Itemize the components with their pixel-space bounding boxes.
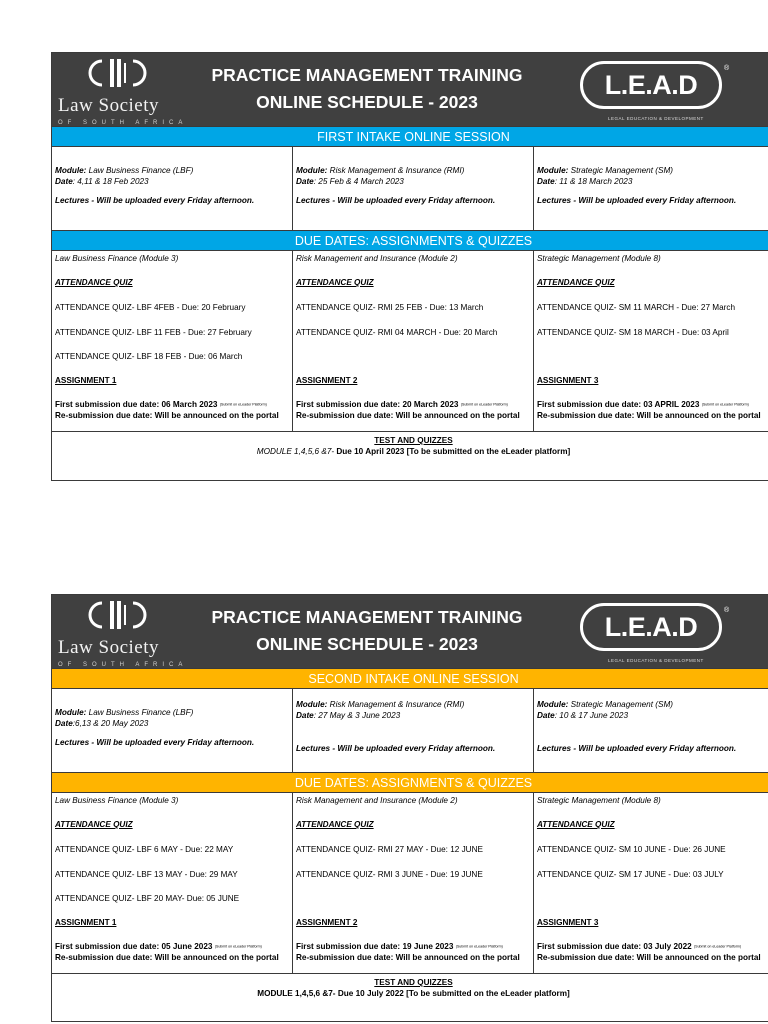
date-label: Date [295, 177, 314, 186]
due-dates-row [52, 251, 768, 431]
resubmission: Re-submission due date: Will be announced on the portal [295, 411, 520, 420]
first-submission: First submission due date: 03 APRIL 2023 [536, 400, 700, 409]
footer-due: Due 10 April 2023 [To be submitted on the eLeader platform] [336, 447, 571, 456]
lead-logo-subtitle: LEGAL EDUCATION & DEVELOPMENT [608, 116, 704, 121]
intake-title-band: FIRST INTAKE ONLINE SESSION [52, 126, 768, 147]
lead-logo: L.E.A.D [580, 603, 722, 651]
platform-note: (Submit on eLeader Platform) [219, 402, 267, 407]
module-cell [52, 147, 293, 230]
lectures-note: Lectures - Will be uploaded every Friday afternoon. [295, 196, 496, 205]
first-submission: First submission due date: 05 June 2023 [55, 942, 213, 951]
resubmission: Re-submission due date: Will be announced on the portal [55, 411, 279, 420]
quiz-item: ATTENDANCE QUIZ- SM 10 JUNE - Due: 26 JUNE [536, 845, 726, 854]
quiz-heading: ATTENDANCE QUIZ [55, 820, 133, 829]
footer-title: TEST AND QUIZZES [374, 436, 453, 445]
module-cell [293, 689, 534, 772]
date-value: :6,13 & 20 May 2023 [72, 719, 149, 728]
lead-registered-mark: ® [724, 607, 730, 614]
module-label: Module: [536, 166, 569, 175]
law-society-logo [58, 58, 188, 124]
quiz-item: ATTENDANCE QUIZ- LBF 4FEB - Due: 20 February [55, 303, 246, 312]
date-label: Date [536, 711, 555, 720]
platform-note: (Submit on eLeader Platform) [460, 402, 508, 407]
lead-registered-mark: ® [724, 65, 730, 72]
page-title-line1: PRACTICE MANAGEMENT TRAINING [211, 65, 523, 85]
due-column [52, 251, 293, 431]
due-column [293, 793, 534, 973]
first-submission: First submission due date: 20 March 2023 [295, 400, 459, 409]
module-name: Law Business Finance (LBF) [88, 166, 194, 175]
lectures-note: Lectures - Will be uploaded every Friday afternoon. [295, 744, 496, 753]
quiz-item: ATTENDANCE QUIZ- RMI 3 JUNE - Due: 19 JUNE [295, 870, 483, 879]
module-name: Strategic Management (SM) [570, 166, 674, 175]
module-label: Module: [295, 700, 328, 709]
law-society-name: Law Society [58, 637, 160, 658]
schedule-header [52, 595, 768, 668]
schedule-header [52, 53, 768, 126]
module-label: Module: [536, 700, 569, 709]
law-society-name: Law Society [58, 95, 160, 116]
law-society-logo [58, 600, 188, 666]
quiz-item: ATTENDANCE QUIZ- SM 17 JUNE - Due: 03 JULY [536, 870, 724, 879]
resubmission: Re-submission due date: Will be announced on the portal [295, 953, 520, 962]
lectures-note: Lectures - Will be uploaded every Friday afternoon. [536, 196, 737, 205]
law-society-emblem-icon [88, 58, 150, 88]
tests-footer [52, 973, 768, 999]
first-submission: First submission due date: 03 July 2022 [536, 942, 692, 951]
date-label: Date [295, 711, 314, 720]
quiz-item: ATTENDANCE QUIZ- SM 18 MARCH - Due: 03 April [536, 328, 729, 337]
quiz-item: ATTENDANCE QUIZ- RMI 25 FEB - Due: 13 March [295, 303, 484, 312]
schedule-card-first-intake [51, 52, 768, 481]
column-heading: Strategic Management (Module 8) [536, 796, 661, 805]
quiz-heading: ATTENDANCE QUIZ [295, 278, 374, 287]
law-society-emblem-icon [88, 600, 150, 630]
tests-footer [52, 431, 768, 457]
module-cell [534, 147, 768, 230]
assignment-heading: ASSIGNMENT 1 [55, 918, 117, 927]
first-submission: First submission due date: 06 March 2023 [55, 400, 218, 409]
due-dates-row [52, 793, 768, 973]
column-heading: Strategic Management (Module 8) [536, 254, 661, 263]
module-name: Risk Management & Insurance (RMI) [329, 700, 465, 709]
module-name: Strategic Management (SM) [570, 700, 674, 709]
date-label: Date [536, 177, 555, 186]
due-dates-band: DUE DATES: ASSIGNMENTS & QUIZZES [52, 230, 768, 251]
footer-modules: MODULE 1,4,5,6 &7- [257, 989, 338, 998]
lead-logo: L.E.A.D [580, 61, 722, 109]
modules-row [52, 689, 768, 772]
quiz-heading: ATTENDANCE QUIZ [536, 820, 615, 829]
quiz-heading: ATTENDANCE QUIZ [295, 820, 374, 829]
due-column [534, 251, 768, 431]
date-value: : 10 & 17 June 2023 [554, 711, 629, 720]
quiz-item: ATTENDANCE QUIZ- LBF 6 MAY - Due: 22 MAY [55, 845, 234, 854]
page-title-line1: PRACTICE MANAGEMENT TRAINING [211, 607, 523, 627]
schedule-card-second-intake [51, 594, 768, 1022]
quiz-item: ATTENDANCE QUIZ- RMI 27 MAY - Due: 12 JUNE [295, 845, 483, 854]
date-value: : 4,11 & 18 Feb 2023 [72, 177, 149, 186]
lectures-note: Lectures - Will be uploaded every Friday afternoon. [536, 744, 737, 753]
platform-note: (Submit on eLeader Platform) [693, 944, 742, 949]
resubmission: Re-submission due date: Will be announced on the portal [55, 953, 279, 962]
quiz-item: ATTENDANCE QUIZ- LBF 20 MAY- Due: 05 JUNE [55, 894, 240, 903]
module-cell [52, 689, 293, 772]
resubmission: Re-submission due date: Will be announced on the portal [536, 953, 761, 962]
assignment-heading: ASSIGNMENT 2 [295, 918, 358, 927]
due-dates-band: DUE DATES: ASSIGNMENTS & QUIZZES [52, 772, 768, 793]
lectures-note: Lectures - Will be uploaded every Friday afternoon. [55, 196, 255, 205]
platform-note: (Submit on eLeader Platform) [701, 402, 749, 407]
assignment-heading: ASSIGNMENT 3 [536, 376, 599, 385]
intake-title-band: SECOND INTAKE ONLINE SESSION [52, 668, 768, 689]
law-society-subtitle: OF SOUTH AFRICA [58, 662, 188, 668]
footer-due: Due 10 July 2022 [To be submitted on the eLeader platform] [337, 989, 570, 998]
modules-row [52, 147, 768, 230]
quiz-heading: ATTENDANCE QUIZ [536, 278, 615, 287]
date-value: : 11 & 18 March 2023 [554, 177, 633, 186]
quiz-item: ATTENDANCE QUIZ- SM 11 MARCH - Due: 27 March [536, 303, 736, 312]
date-value: : 27 May & 3 June 2023 [313, 711, 401, 720]
platform-note: (Submit on eLeader Platform) [214, 944, 262, 949]
resubmission: Re-submission due date: Will be announced on the portal [536, 411, 761, 420]
lead-logo-subtitle: LEGAL EDUCATION & DEVELOPMENT [608, 658, 704, 663]
module-label: Module: [55, 166, 87, 175]
footer-modules: MODULE 1,4,5,6 &7- [256, 447, 337, 456]
date-value: : 25 Feb & 4 March 2023 [313, 177, 404, 186]
column-heading: Risk Management and Insurance (Module 2) [295, 796, 458, 805]
quiz-item: ATTENDANCE QUIZ- RMI 04 MARCH - Due: 20 March [295, 328, 498, 337]
date-label: Date [55, 719, 73, 728]
due-column [52, 793, 293, 973]
page-title-line2: ONLINE SCHEDULE - 2023 [256, 92, 478, 112]
quiz-item: ATTENDANCE QUIZ- LBF 11 FEB - Due: 27 February [55, 328, 252, 337]
quiz-item: ATTENDANCE QUIZ- LBF 18 FEB - Due: 06 March [55, 352, 243, 361]
column-heading: Risk Management and Insurance (Module 2) [295, 254, 458, 263]
due-column [534, 793, 768, 973]
due-column [293, 251, 534, 431]
module-name: Law Business Finance (LBF) [88, 708, 194, 717]
law-society-subtitle: OF SOUTH AFRICA [58, 120, 188, 126]
platform-note: (Submit on eLeader Platform) [455, 944, 503, 949]
assignment-heading: ASSIGNMENT 1 [55, 376, 117, 385]
module-label: Module: [55, 708, 87, 717]
module-cell [293, 147, 534, 230]
footer-title: TEST AND QUIZZES [374, 978, 453, 987]
assignment-heading: ASSIGNMENT 3 [536, 918, 599, 927]
column-heading: Law Business Finance (Module 3) [55, 796, 179, 805]
module-name: Risk Management & Insurance (RMI) [329, 166, 465, 175]
quiz-item: ATTENDANCE QUIZ- LBF 13 MAY - Due: 29 MAY [55, 870, 238, 879]
module-label: Module: [295, 166, 328, 175]
assignment-heading: ASSIGNMENT 2 [295, 376, 358, 385]
column-heading: Law Business Finance (Module 3) [55, 254, 179, 263]
lectures-note: Lectures - Will be uploaded every Friday afternoon. [55, 738, 255, 747]
first-submission: First submission due date: 19 June 2023 [295, 942, 454, 951]
page-title-line2: ONLINE SCHEDULE - 2023 [256, 634, 478, 654]
quiz-heading: ATTENDANCE QUIZ [55, 278, 133, 287]
module-cell [534, 689, 768, 772]
date-label: Date [55, 177, 73, 186]
